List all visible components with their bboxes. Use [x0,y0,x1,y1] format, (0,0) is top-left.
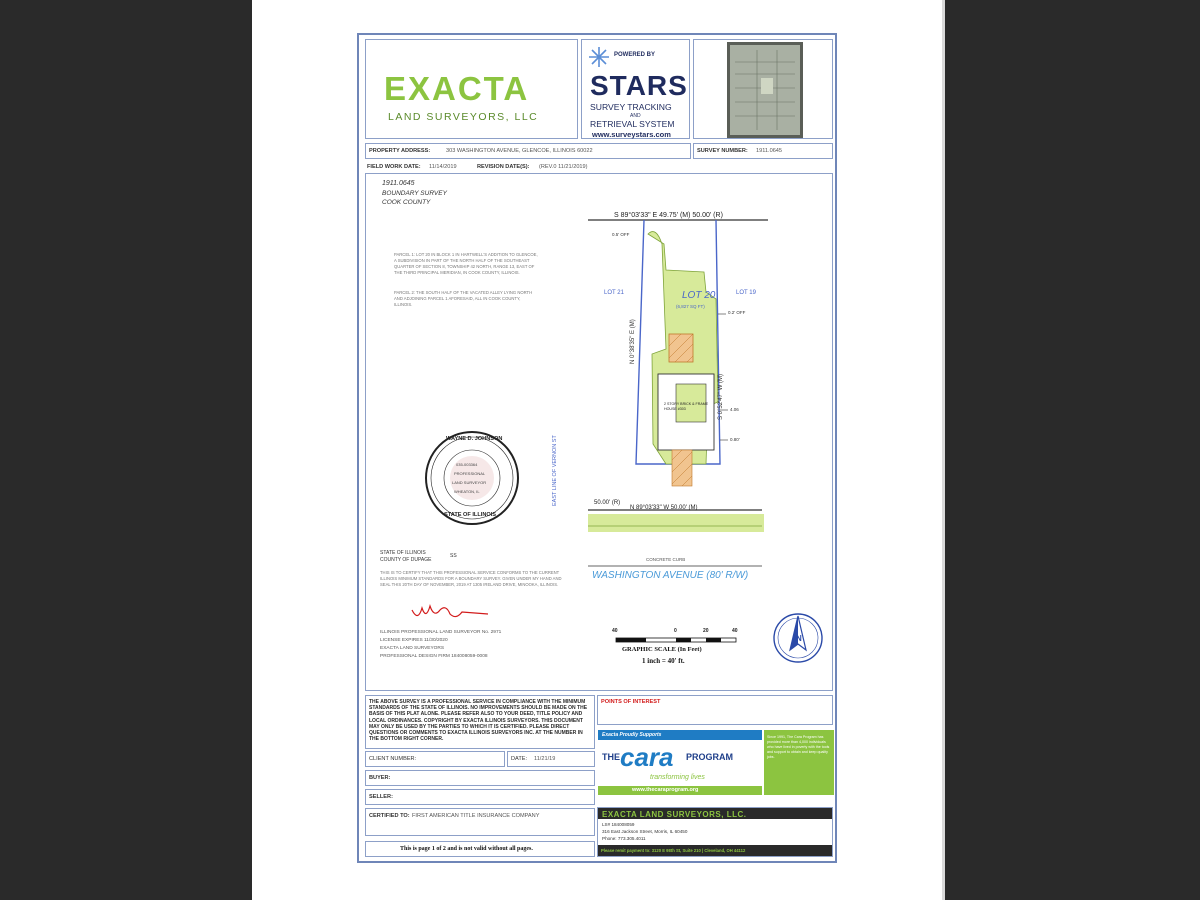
revision-label: REVISION DATE(S): [477,164,530,170]
date-label: DATE: [511,756,528,762]
scale-tick-0: 0 [674,628,677,634]
house-label: 2 STORY BRICK & FRAME HOUSE #303 [664,402,709,411]
cara-word: cara [620,742,674,772]
north-bearing-label: S 89°03'33" E 49.75' (M) 50.00' (R) [614,212,723,219]
stars-logo-box [581,39,690,139]
off-label-1: 0.5' OFF [612,232,630,237]
certified-to-label: CERTIFIED TO: [369,813,410,819]
field-work-label: FIELD WORK DATE: [367,164,421,170]
page-edge [942,0,945,900]
survey-number-field [693,143,833,159]
property-address-value: 303 WASHINGTON AVENUE, GLENCOE, ILLINOIS 60022 [446,148,593,154]
parcel-1-description: PARCEL 1: LOT 20 IN BLOCK 1 IN HARTWELL'S ADDITION TO GLENCOE, A SUBDIVISION IN PART OF THE NORTH HALF OF THE SOUTHEAST QUARTER OF SECTION 8, TOWNSHIP 42 NORTH, RANGE 13, EAST OF THE THIRD PRINCIPAL MERIDIAN, IN COOK COUNTY, ILLINOIS. [394,252,538,275]
stars-star-icon [588,46,610,68]
scale-tick-40-right: 40 [732,628,738,634]
plat-county: COOK COUNTY [382,199,431,206]
survey-number-label: SURVEY NUMBER: [697,148,748,154]
seal-name: WAYNE D. JOHNSON [446,436,503,442]
cara-the: THE [602,752,620,762]
seal-number: 035-003364 [456,462,478,467]
brand-license: LS# 184008059 [602,822,635,827]
exacta-brand-box [597,807,833,857]
cara-program-ad [597,729,833,797]
stars-line-2: RETRIEVAL SYSTEM [590,119,675,129]
buyer-label: BUYER: [369,775,391,781]
survey-thumbnail [727,42,803,138]
county-label: COUNTY OF DUPAGE [380,557,432,563]
survey-number-value: 1911.0645 [756,148,783,154]
page-notice: This is page 1 of 2 and is not valid without all pages. [400,846,533,852]
surveyor-line-4: PROFESSIONAL DESIGN FIRM 184008059-0008 [380,654,488,659]
seal-professional: PROFESSIONAL [454,471,486,476]
stars-and: AND [630,113,641,119]
plat-drawing-area [365,173,833,691]
property-address-label: PROPERTY ADDRESS: [369,148,431,154]
plat-survey-type: BOUNDARY SURVEY [382,190,447,197]
buyer-field [365,770,595,786]
survey-thumbnail-box [693,39,833,139]
certified-to-value: FIRST AMERICAN TITLE INSURANCE COMPANY [412,813,540,819]
survey-frame [357,33,837,863]
off-label-4: 0.80' [730,437,740,442]
points-of-interest-label: POINTS OF INTEREST [601,699,661,705]
cara-support-text: Exacta Proudly Supports [602,732,662,738]
field-work-value: 11/14/2019 [429,164,457,170]
client-number-field [365,751,505,767]
scale-tick-40-left: 40 [612,628,618,634]
property-address-field [365,143,691,159]
surveyor-line-3: EXACTA LAND SURVEYORS [380,646,445,651]
east-bearing-label: S 0°52'47" W (M) [718,373,724,420]
seal-city: WHEATON, IL [454,489,480,494]
disclaimer-box [365,695,595,749]
concrete-curb-label: CONCRETE CURB [646,557,686,562]
ss-label: SS [450,553,457,559]
state-label: STATE OF ILLINOIS [380,550,426,556]
seal-state: STATE OF ILLINOIS [444,512,496,518]
cara-program: PROGRAM [686,752,733,762]
brand-address: 316 East Jackson Street, Morris, IL 60450 [602,829,688,834]
stars-line-1: SURVEY TRACKING [590,102,672,112]
cara-right-text: Since 1991, The Cara Program has provided more than 4,000 individuals who have lived in poverty with the tools and support to obtain and keep quality jobs. [767,735,830,759]
stars-url: www.surveystars.com [592,130,671,139]
scale-ratio: 1 inch = 40' ft. [642,657,685,665]
exacta-logo-sub: LAND SURVEYORS, LLC [388,111,539,123]
off-label-3: 4.06 [730,407,739,412]
exacta-logo: EXACTA [384,70,530,107]
page-notice-box [365,841,595,857]
parcel-2-description: PARCEL 2: THE SOUTH HALF OF THE VACATED ALLEY LYING NORTH AND ADJOINING PARCEL 1 AFORESAID, ALL IN COOK COUNTY, ILLINOIS. [394,290,533,307]
street-name-label: WASHINGTON AVENUE (80' R/W) [592,570,749,581]
client-number-label: CLIENT NUMBER: [369,756,417,762]
seller-field [365,789,595,805]
surveyor-signature [410,600,490,624]
certified-to-field [365,808,595,836]
brand-phone: Phone: 773.305.4011 [602,836,646,841]
date-value: 11/21/19 [534,756,556,762]
off-label-2: 0.2' OFF [728,310,746,315]
south-record-label: 50.00' (R) [594,500,621,506]
brand-name: EXACTA LAND SURVEYORS, LLC. [602,810,747,819]
stars-wordmark: STARS [590,70,688,101]
lot-20-area: (6,827 SQ FT) [676,304,705,309]
plat-survey-id: 1911.0645 [382,180,415,187]
west-bearing-label: N 0°38'35" E (M) [630,319,636,364]
vernon-line-label: EAST LINE OF VERNON ST [552,435,558,506]
revision-value: (REV.0 11/21/2019) [539,164,588,170]
lot-19-label: LOT 19 [736,290,756,296]
south-bearing-label: N 89°03'33" W 50.00' (M) [630,505,698,511]
lot-20-label: LOT 20 [682,290,716,301]
cara-url: www.thecaraprogram.org [632,787,699,793]
surveyor-line-2: LICENSE EXPIRES 11/30/2020 [380,638,448,643]
certification-text: THIS IS TO CERTIFY THAT THIS PROFESSIONAL SERVICE CONFORMS TO THE CURRENT ILLINOIS MINIMUM STANDARDS FOR A BOUNDARY SURVEY. GIVEN UNDER MY HAND AND SEAL THIS 20TH DAY OF NOVEMBER, 2019 AT 1305 IRELAND DRIVE, MINOOKA, ILLINOIS. [380,570,562,587]
scale-tick-20: 20 [703,628,709,634]
points-of-interest-box [597,695,833,725]
cara-tagline: transforming lives [650,774,705,781]
disclaimer-text: THE ABOVE SURVEY IS A PROFESSIONAL SERVICE IN COMPLIANCE WITH THE MINIMUM STANDARDS OF THE STATE OF ILLINOIS. NO IMPROVEMENTS SHOULD BE MADE ON THE BASIS OF THIS PLAT ALONE. PLEASE REFER ALSO TO YOUR DEED, TITLE POLICY AND LOCAL ORDINANCES. COPYRIGHT BY EXACTA ILLINOIS SURVEYORS. THIS DOCUMENT MAY ONLY BE USED BY THE PARTIES TO WHICH IT IS CERTIFIED. PLEASE DIRECT QUESTIONS OR COMMENTS TO EXACTA ILLINOIS SURVEYORS INC. AT THE NUMBER IN THE BOTTOM RIGHT CORNER. [369,699,588,743]
surveyor-line-1: ILLINOIS PROFESSIONAL LAND SURVEYOR No. 2971 [380,630,502,635]
date-field [507,751,595,767]
scale-title: GRAPHIC SCALE (In Feet) [622,646,702,653]
seal-land-surveyor: LAND SURVEYOR [452,480,487,485]
powered-by-label: POWERED BY [614,52,656,58]
graphic-scale-bar [616,638,736,642]
lot-21-label: LOT 21 [604,290,624,296]
brand-remit: Please remit payment to: 3120 E 98th St, Suite 210 | Cleveland, OH 44112 [601,848,746,853]
exacta-logo-box [365,39,578,139]
seller-label: SELLER: [369,794,393,800]
north-letter: N [796,634,802,643]
